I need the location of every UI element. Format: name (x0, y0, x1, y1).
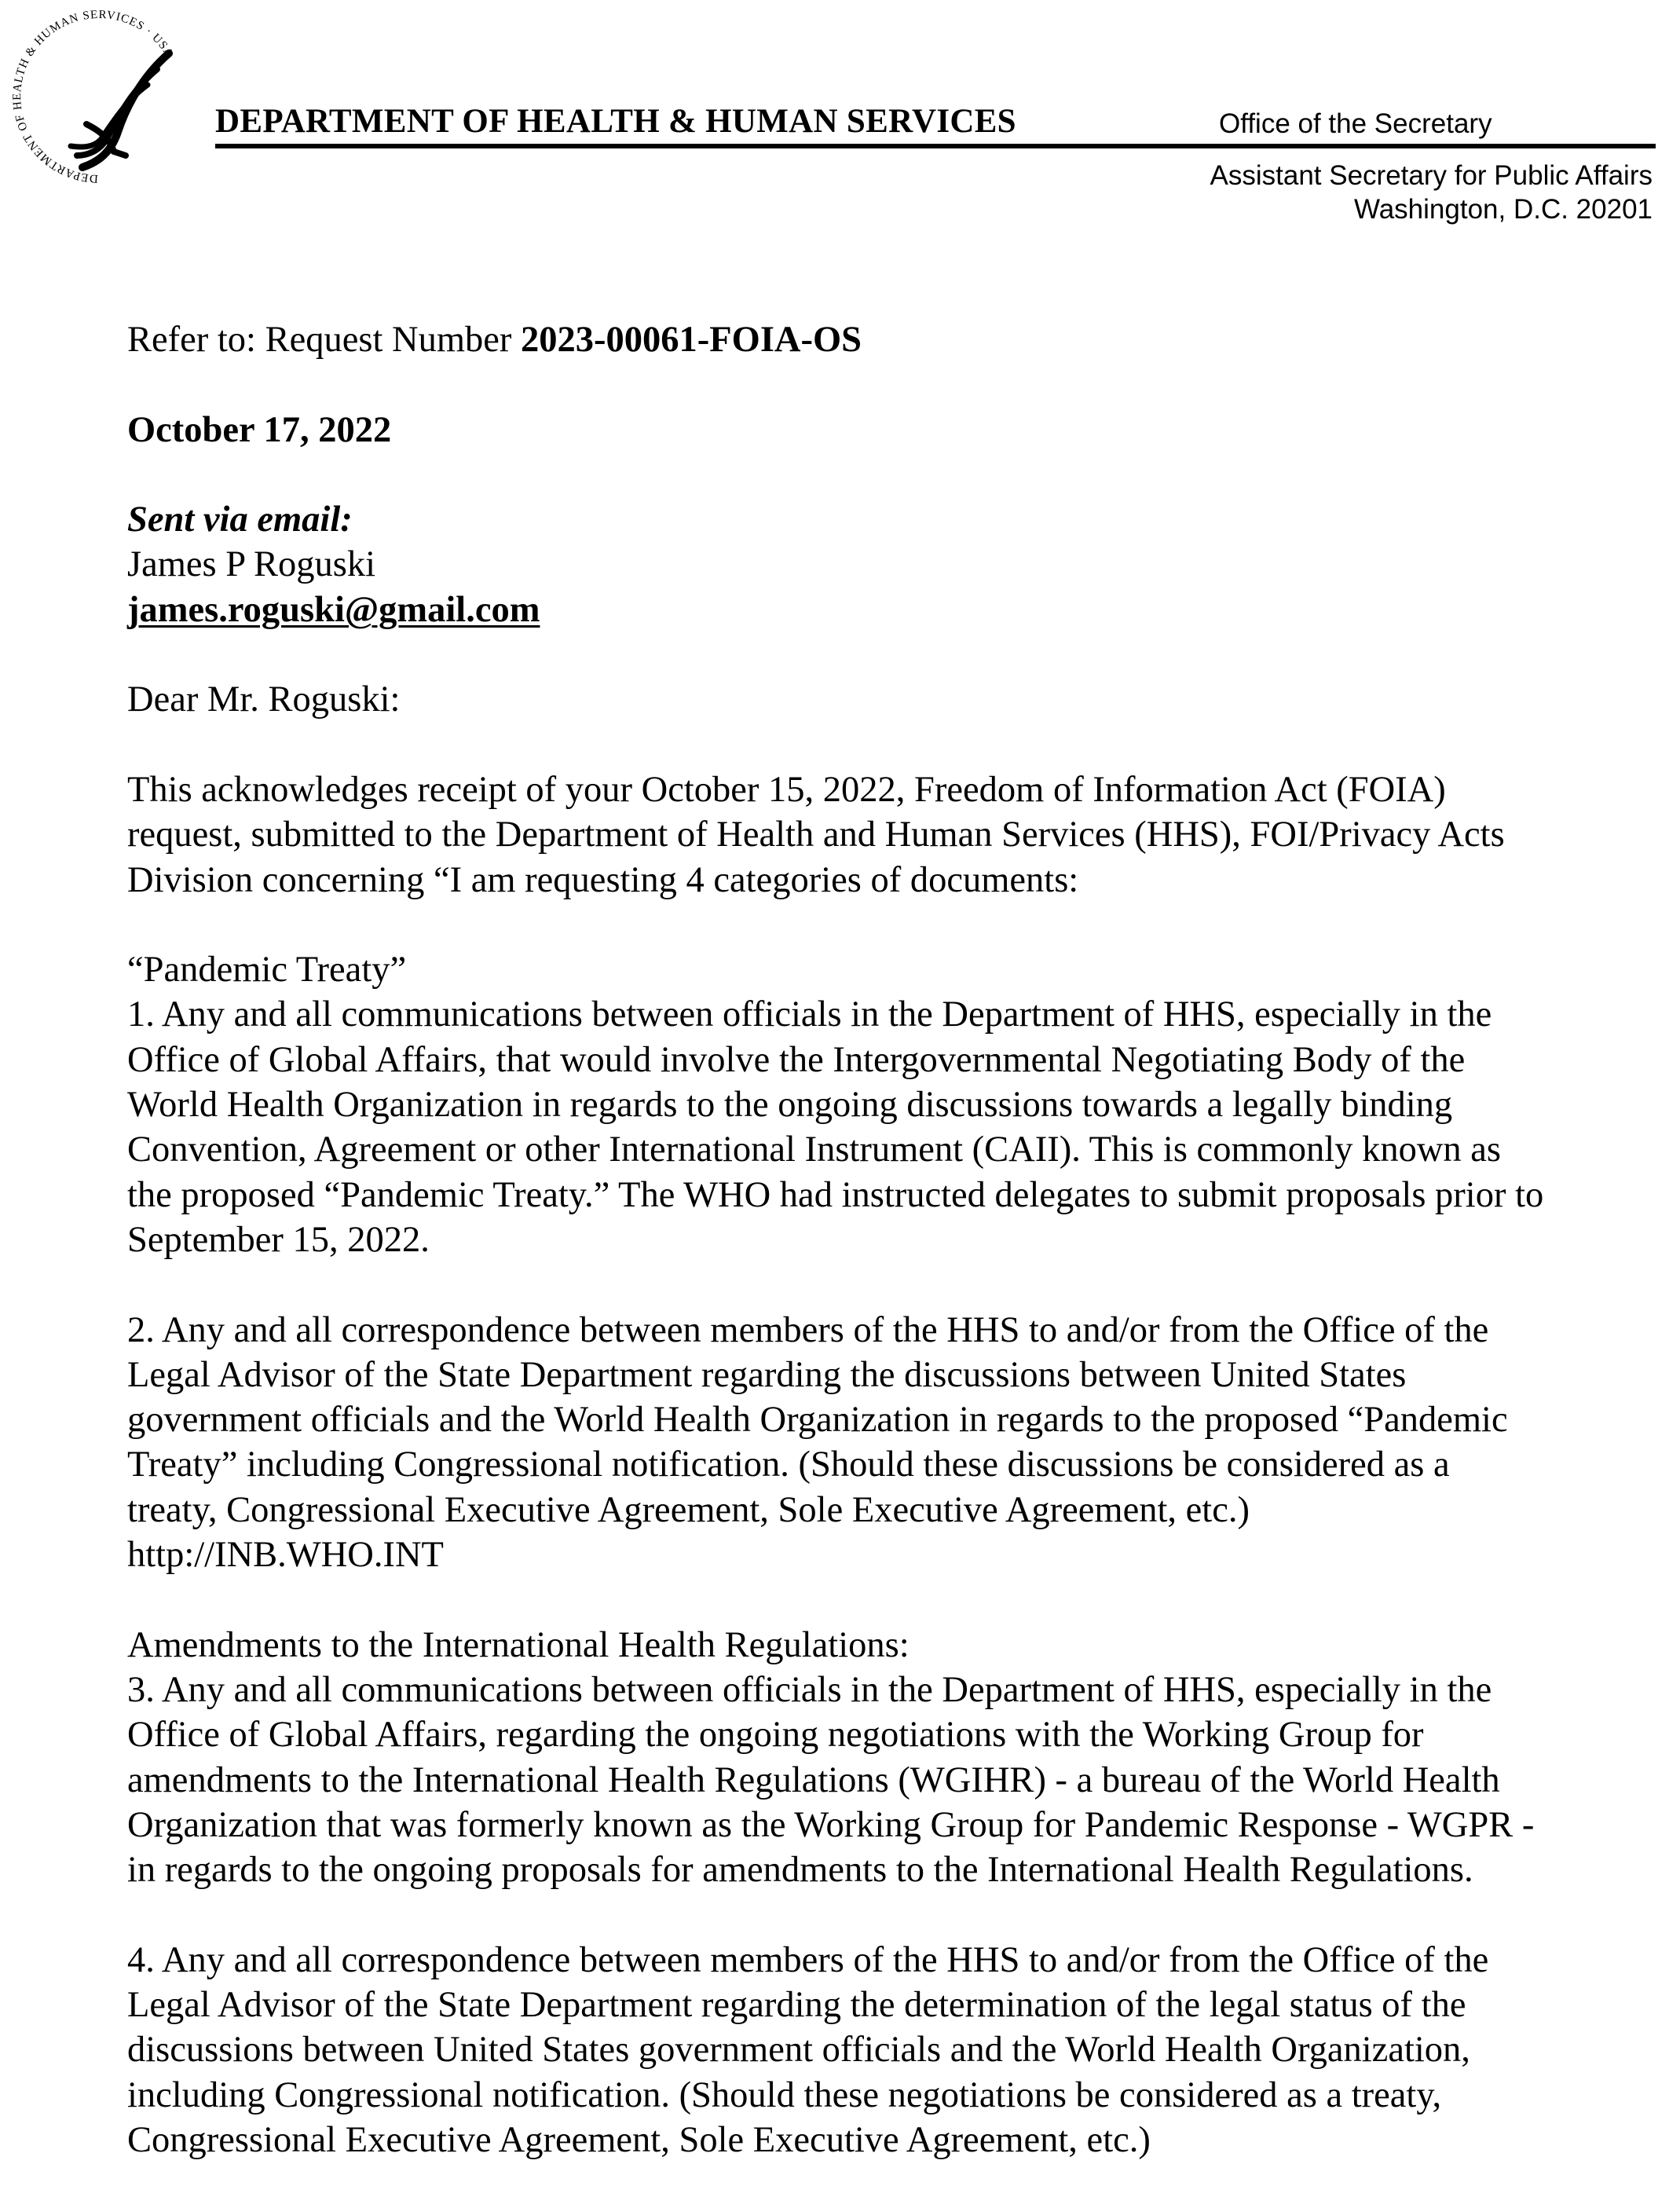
paragraph-line: http://INB.WHO.INT (127, 1535, 444, 1576)
paragraph-line: request, submitted to the Department of Health and Human Services (HHS), FOI/Privacy Acts (127, 815, 1505, 855)
salutation: Dear Mr. Roguski: (127, 679, 401, 720)
letter-paragraphs (127, 767, 1543, 2162)
hhs-seal-logo (8, 6, 188, 195)
paragraph-line: discussions between United States government officials and the World Health Organization, (127, 2030, 1470, 2071)
paragraph-line: “Pandemic Treaty” (127, 950, 407, 990)
paragraph-line: Legal Advisor of the State Department regarding the discussions between United States (127, 1354, 1407, 1395)
paragraph-line: Convention, Agreement or other International Instrument (CAII). This is commonly known as (127, 1130, 1502, 1170)
paragraph-line: Legal Advisor of the State Department regarding the determination of the legal status of the (127, 1984, 1466, 2025)
paragraph (127, 1308, 1543, 1578)
paragraph-line: Amendments to the International Health Regulations: (127, 1624, 910, 1665)
paragraph (127, 1938, 1543, 2162)
paragraph-line: Division concerning “I am requesting 4 categories of documents: (127, 859, 1079, 900)
paragraph-line: Organization that was formerly known as the Working Group for Pandemic Response - WGPR - (127, 1804, 1535, 1845)
paragraph-line: the proposed “Pandemic Treaty.” The WHO had instructed delegates to submit proposals prior to (127, 1174, 1544, 1215)
letter-body (127, 317, 1543, 2162)
svg-text:DEPARTMENT OF HEALTH & HUMAN S: DEPARTMENT OF HEALTH & HUMAN SERVICES · USA (11, 8, 176, 185)
paragraph-line: Congressional Executive Agreement, Sole Executive Agreement, etc.) (127, 2119, 1151, 2160)
paragraph-line: government officials and the World Health Organization in regards to the proposed “Pandemic (127, 1400, 1508, 1441)
paragraph-line: Treaty” including Congressional notification. (Should these discussions be considered as a (127, 1445, 1450, 1485)
department-name: DEPARTMENT OF HEALTH & HUMAN SERVICES (215, 103, 1016, 140)
paragraph-line: September 15, 2022. (127, 1219, 430, 1260)
office-address (1210, 159, 1653, 226)
paragraph (127, 767, 1543, 903)
paragraph (127, 1623, 1543, 1893)
paragraph-line: World Health Organization in regards to the ongoing discussions towards a legally binding (127, 1085, 1453, 1126)
recipient-email-link[interactable]: james.roguski@gmail.com (127, 589, 540, 630)
paragraph-line: including Congressional notification. (Should these negotiations be considered as a treaty, (127, 2074, 1442, 2115)
sent-via-label: Sent via email: (127, 500, 353, 540)
paragraph-line: 4. Any and all correspondence between members of the HHS to and/or from the Office of the (127, 1939, 1489, 1980)
paragraph (127, 947, 1543, 1262)
request-number: 2023-00061-FOIA-OS (521, 320, 862, 360)
paragraph-line: Office of Global Affairs, regarding the ongoing negotiations with the Working Group for (127, 1715, 1424, 1756)
paragraph-line: 2. Any and all correspondence between members of the HHS to and/or from the Office of the (127, 1309, 1489, 1350)
paragraph-line: 1. Any and all communications between officials in the Department of HHS, especially in the (127, 994, 1492, 1035)
header-rule (215, 144, 1656, 148)
paragraph-line: 3. Any and all communications between officials in the Department of HHS, especially in the (127, 1669, 1492, 1710)
letter-date: October 17, 2022 (127, 409, 392, 450)
address-line: Washington, D.C. 20201 (1353, 194, 1653, 225)
paragraph-line: amendments to the International Health Regulations (WGIHR) - a bureau of the World Health (127, 1759, 1500, 1800)
address-line: Assistant Secretary for Public Affairs (1210, 160, 1653, 191)
paragraph-line: Office of Global Affairs, that would involve the Intergovernmental Negotiating Body of the (127, 1039, 1466, 1080)
paragraph-line: treaty, Congressional Executive Agreement, Sole Executive Agreement, etc.) (127, 1489, 1250, 1530)
recipient-name: James P Roguski (127, 544, 376, 585)
paragraph-line: This acknowledges receipt of your October 15, 2022, Freedom of Information Act (FOIA) (127, 769, 1446, 810)
reference-label: Refer to: Request Number (127, 320, 522, 360)
reference-line (127, 317, 1543, 362)
paragraph-line: in regards to the ongoing proposals for amendments to the International Health Regulations. (127, 1850, 1473, 1891)
office-name: Office of the Secretary (1219, 108, 1492, 139)
